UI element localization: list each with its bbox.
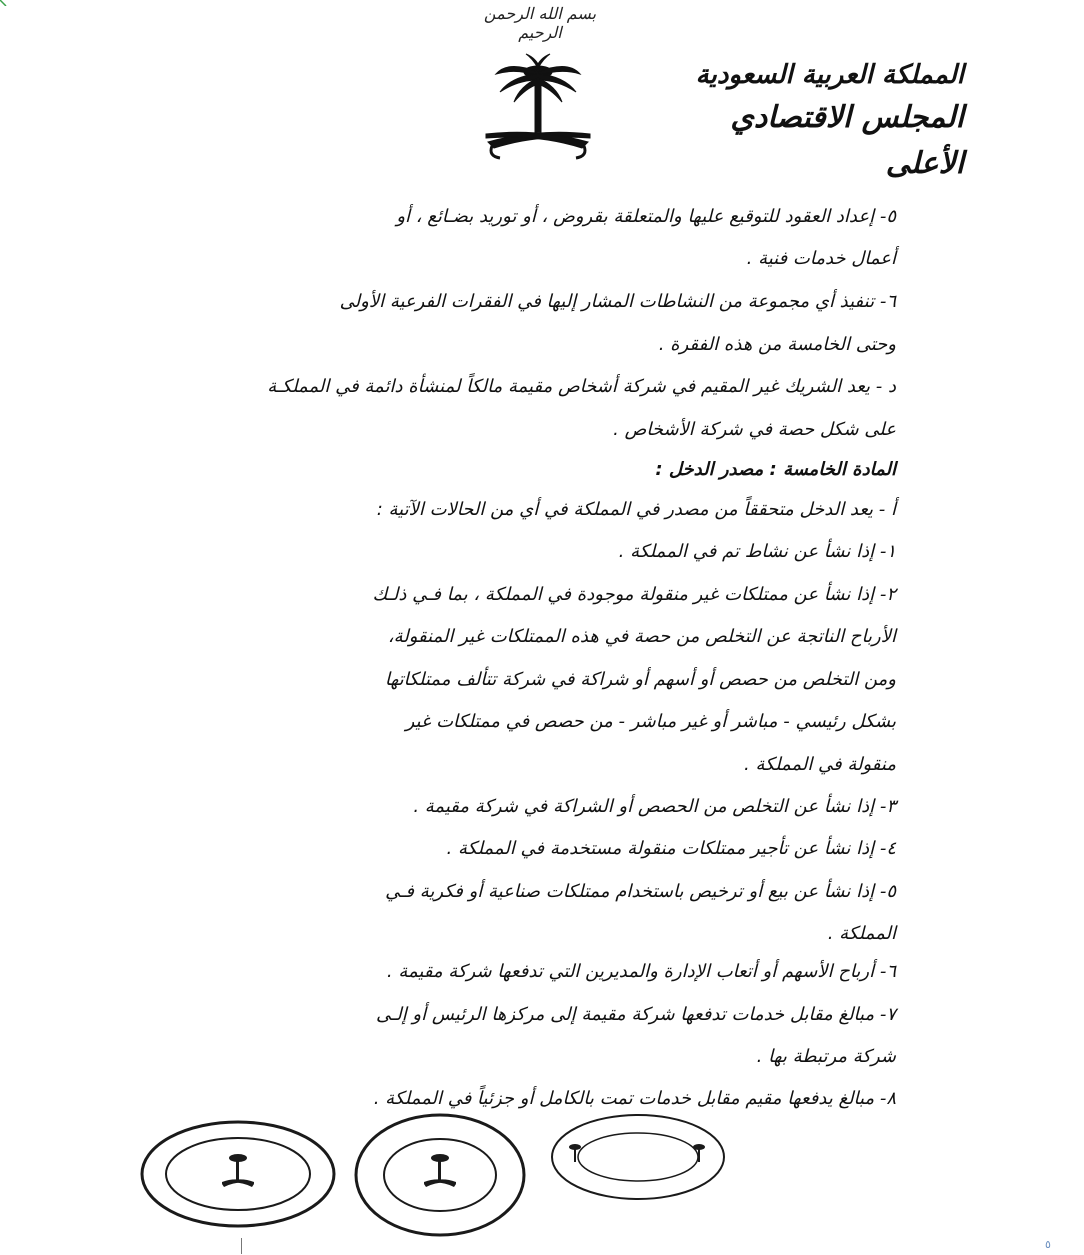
text-line: بشكل رئيسي - مباشر أو غير مباشر - من حصص في ممتلكات غير <box>405 711 896 732</box>
text-line: ٧- مبالغ مقابل خدمات تدفعها شركة مقيمة إلى مركزها الرئيس أو إلـى <box>375 1004 896 1025</box>
text-line: ٦- أرباح الأسهم أو أتعاب الإدارة والمديرين التي تدفعها شركة مقيمة . <box>386 961 896 982</box>
text-line: شركة مرتبطة بها . <box>756 1046 896 1067</box>
text-line: ٦- تنفيذ أي مجموعة من النشاطات المشار إليها في الفقرات الفرعية الأولى <box>339 291 896 312</box>
text-line: أ - يعد الدخل متحققاً من مصدر في المملكة في أي من الحالات الآتية : <box>376 499 896 520</box>
text-line: ٢- إذا نشأ عن ممتلكات غير منقولة موجودة في المملكة ، بما فـي ذلـك <box>372 584 896 605</box>
text-line: منقولة في المملكة . <box>744 754 896 775</box>
page-mark: ٥ <box>1045 1238 1051 1251</box>
letterhead <box>664 55 964 187</box>
letterhead-kingdom: المملكة العربية السعودية <box>695 60 964 90</box>
text-line: أعمال خدمات فنية . <box>746 248 896 269</box>
text-line: ٣- إذا نشأ عن التخلص من الحصص أو الشراكة في شركة مقيمة . <box>413 796 896 817</box>
text-line: ومن التخلص من حصص أو أسهم أو شراكة في شركة تتألف ممتلكاتها <box>384 669 896 690</box>
text-line: ٥- إعداد العقود للتوقيع عليها والمتعلقة بقروض ، أو توريد بضـائع ، أو <box>396 206 896 227</box>
text-line: على شكل حصة في شركة الأشخاص . <box>613 419 896 440</box>
text-line: الأرباح الناتجة عن التخلص من حصة في هذه الممتلكات غير المنقولة، <box>387 626 896 647</box>
text-line: ٤- إذا نشأ عن تأجير ممتلكات منقولة مستخدمة في المملكة . <box>446 838 896 859</box>
text-line: ٥- إذا نشأ عن بيع أو ترخيص باستخدام ممتلكات صناعية أو فكرية فـي <box>385 881 896 902</box>
basmala: بسم الله الرحمن الرحيم <box>483 4 597 42</box>
text-line: وحتى الخامسة من هذه الفقرة . <box>658 334 896 355</box>
saudi-emblem-icon <box>478 50 598 180</box>
text-line: المملكة . <box>827 923 896 944</box>
council-stamp <box>138 1112 338 1232</box>
text-line: ١- إذا نشأ عن نشاط تم في المملكة . <box>618 541 896 562</box>
true-copy-stamp <box>548 1112 728 1202</box>
letterhead-council: المجلس الاقتصادي الأعلى <box>730 100 964 181</box>
corner-tick-mark <box>0 0 8 6</box>
margin-mark <box>241 1238 242 1254</box>
secretariat-stamp <box>350 1110 530 1240</box>
article-heading: المادة الخامسة : مصدر الدخل : <box>655 459 896 480</box>
text-line: د - يعد الشريك غير المقيم في شركة أشخاص مقيمة مالكاً لمنشأة دائمة في المملكـة <box>267 376 896 397</box>
text-line: ٨- مبالغ يدفعها مقيم مقابل خدمات تمت بالكامل أو جزئياً في المملكة . <box>373 1088 896 1109</box>
